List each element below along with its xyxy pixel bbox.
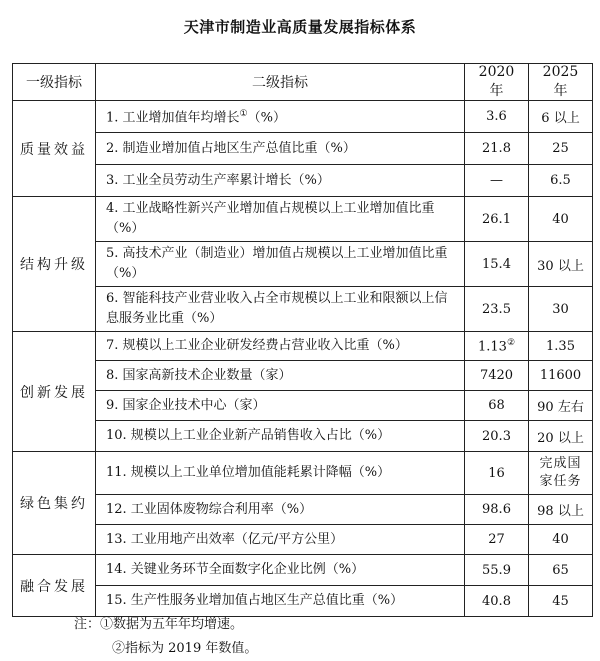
footnote-label: 注：: [74, 617, 101, 632]
table-row: [13, 452, 593, 495]
table-row: [13, 391, 593, 421]
table-row: [13, 332, 593, 361]
indicator-cell: 4. 工业战略性新兴产业增加值占规模以上工业增加值比重（%）: [96, 197, 465, 242]
table-row: [13, 197, 593, 242]
value-text: 1.13: [477, 339, 507, 355]
value-2025: 1.35: [529, 332, 593, 361]
value-2020: 23.5: [465, 287, 529, 332]
table-body: [13, 101, 593, 617]
value-2025: 6.5: [529, 165, 593, 197]
footnote-2: ②指标为 2019 年数值。: [112, 641, 258, 656]
value-2020: 55.9: [465, 555, 529, 586]
value-2025: 25: [529, 133, 593, 165]
value-2020: 27: [465, 525, 529, 555]
footnote-1-text: ①数据为五年年均增速。: [100, 617, 244, 632]
header-2025: 2025 年: [529, 64, 593, 101]
indicator-cell: 3. 工业全员劳动生产率累计增长（%）: [96, 165, 465, 197]
indicator-text: 1. 工业增加值年均增长: [106, 110, 240, 126]
indicator-cell: 8. 国家高新技术企业数量（家）: [96, 361, 465, 391]
value-2020: 7420: [465, 361, 529, 391]
value-2025: 98 以上: [529, 495, 593, 525]
indicator-cell: 13. 工业用地产出效率（亿元/平方公里）: [96, 525, 465, 555]
indicator-cell: 2. 制造业增加值占地区生产总值比重（%）: [96, 133, 465, 165]
header-level1: 一级指标: [13, 64, 96, 101]
value-2020: 3.6: [465, 101, 529, 133]
category-cell: 质量效益: [13, 101, 96, 197]
table-row: [13, 287, 593, 332]
indicator-cell: 5. 高技术产业（制造业）增加值占规模以上工业增加值比重（%）: [96, 242, 465, 287]
indicator-unit: （%）: [247, 110, 286, 126]
value-2025: 65: [529, 555, 593, 586]
category-cell: 创新发展: [13, 332, 96, 452]
indicator-cell: 10. 规模以上工业企业新产品销售收入占比（%）: [96, 421, 465, 452]
value-2025: 11600: [529, 361, 593, 391]
indicator-table: [12, 63, 593, 617]
value-2020: [465, 332, 529, 361]
value-2025: 40: [529, 197, 593, 242]
header-level2: 二级指标: [96, 64, 465, 101]
value-2020: 21.8: [465, 133, 529, 165]
value-2020: —: [465, 165, 529, 197]
category-cell: 融合发展: [13, 555, 96, 617]
value-2020: 16: [465, 452, 529, 495]
table-row: [13, 242, 593, 287]
value-2025: 90 左右: [529, 391, 593, 421]
header-2020: 2020 年: [465, 64, 529, 101]
table-row: [13, 555, 593, 586]
value-2025: 45: [529, 586, 593, 617]
value-2020: 20.3: [465, 421, 529, 452]
value-2020: 26.1: [465, 197, 529, 242]
category-cell: 绿色集约: [13, 452, 96, 555]
indicator-cell: 15. 生产性服务业增加值占地区生产总值比重（%）: [96, 586, 465, 617]
table-row: [13, 586, 593, 617]
indicator-cell: [96, 101, 465, 133]
table-row: [13, 495, 593, 525]
value-2025: 30: [529, 287, 593, 332]
value-2020: 68: [465, 391, 529, 421]
indicator-cell: 7. 规模以上工业企业研发经费占营业收入比重（%）: [96, 332, 465, 361]
indicator-cell: 11. 规模以上工业单位增加值能耗累计降幅（%）: [96, 452, 465, 495]
indicator-cell: 9. 国家企业技术中心（家）: [96, 391, 465, 421]
value-2020: 98.6: [465, 495, 529, 525]
table-row: [13, 165, 593, 197]
category-cell: 结构升级: [13, 197, 96, 332]
value-2020: 15.4: [465, 242, 529, 287]
table-row: [13, 525, 593, 555]
footnote-marker: ②: [506, 337, 516, 348]
value-2025: 6 以上: [529, 101, 593, 133]
value-2020: 40.8: [465, 586, 529, 617]
value-2025: 20 以上: [529, 421, 593, 452]
indicator-cell: 12. 工业固体废物综合利用率（%）: [96, 495, 465, 525]
value-2025: 30 以上: [529, 242, 593, 287]
indicator-cell: 14. 关键业务环节全面数字化企业比例（%）: [96, 555, 465, 586]
table-row: [13, 133, 593, 165]
footnote-1: [74, 613, 257, 637]
table-row: [13, 421, 593, 452]
table-row: [13, 101, 593, 133]
table-row: [13, 361, 593, 391]
value-2025: 完成国家任务: [529, 452, 593, 495]
indicator-cell: 6. 智能科技产业营业收入占全市规模以上工业和限额以上信息服务业比重（%）: [96, 287, 465, 332]
value-2025: 40: [529, 525, 593, 555]
table-title: 天津市制造业高质量发展指标体系: [183, 18, 417, 36]
header-row: [13, 64, 593, 101]
footnote-marker: ①: [239, 109, 248, 120]
